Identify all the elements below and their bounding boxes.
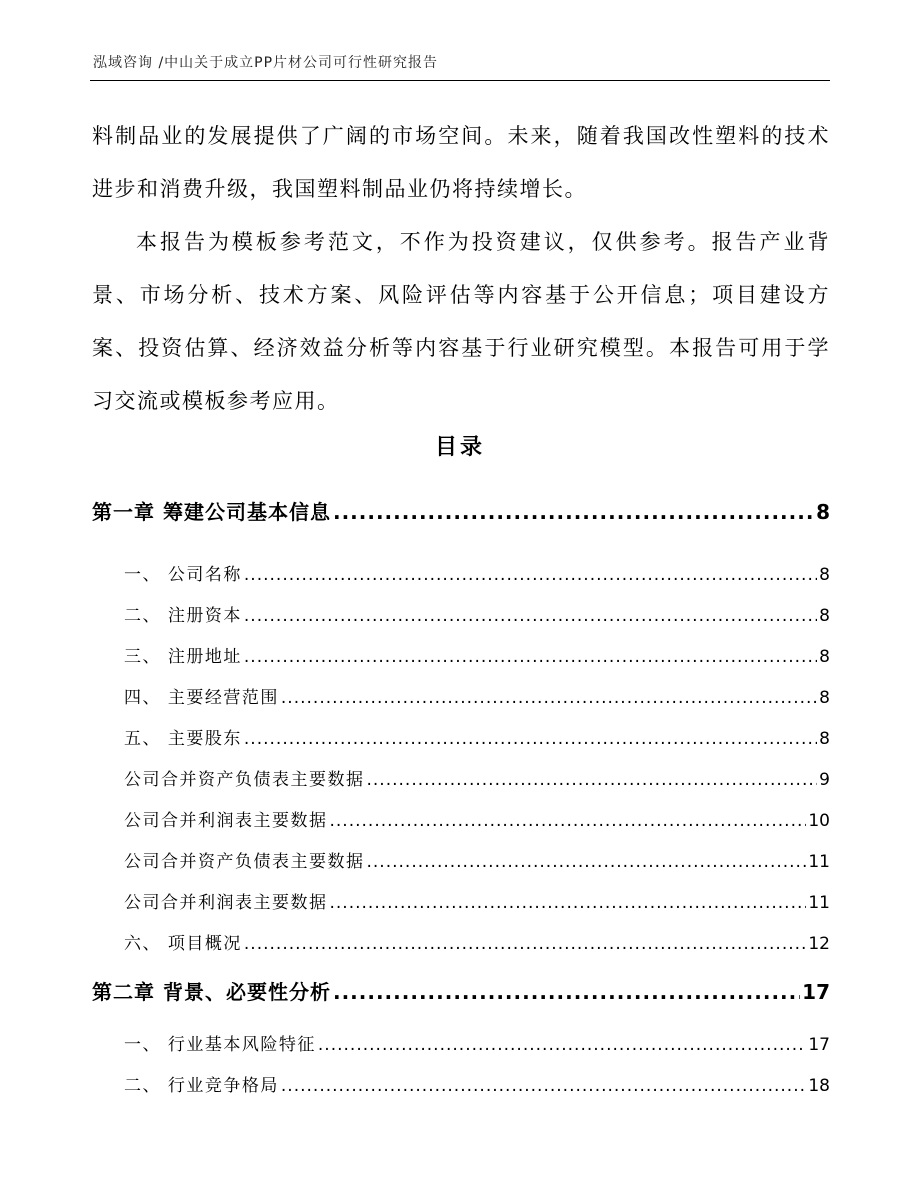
toc-page-number: 8 <box>819 729 830 749</box>
toc-entry-label: 一、 行业基本风险特征 <box>124 1035 316 1055</box>
toc-entry[interactable] <box>124 1071 830 1096</box>
toc-entry-label: 一、 公司名称 <box>124 565 242 585</box>
toc-dot-leader <box>333 980 800 1004</box>
toc-page-number: 9 <box>819 770 830 790</box>
toc-dot-leader <box>244 565 817 585</box>
toc-dot-leader <box>330 811 807 831</box>
toc-entry-label: 五、 主要股东 <box>124 729 242 749</box>
toc-dot-leader <box>367 770 818 790</box>
toc-entry[interactable] <box>124 642 830 667</box>
toc-dot-leader <box>244 647 817 667</box>
toc-page-number: 8 <box>819 647 830 667</box>
toc-dot-leader <box>281 688 817 708</box>
toc-page-number: 8 <box>816 500 830 524</box>
toc-entry-label: 六、 项目概况 <box>124 934 242 954</box>
toc-entry-label: 公司合并资产负债表主要数据 <box>124 852 365 872</box>
toc-page-number: 17 <box>802 980 830 1004</box>
body-paragraph-2: 本报告为模板参考范文，不作为投资建议，仅供参考。报告产业背景、市场分析、技术方案、风险评估等内容基于公开信息；项目建设方案、投资估算、经济效益分析等内容基于行业研究模型。本报告可用于学习交流或模板参考应用。 <box>92 230 830 413</box>
toc-chapter-1[interactable] <box>92 496 830 525</box>
toc-dot-leader <box>244 729 817 749</box>
toc-page-number: 11 <box>808 893 830 913</box>
toc-dot-leader <box>330 893 807 913</box>
body-paragraph-1: 料制品业的发展提供了广阔的市场空间。未来，随着我国改性塑料的技术进步和消费升级，我国塑料制品业仍将持续增长。 <box>92 124 830 201</box>
toc-entry-label: 公司合并资产负债表主要数据 <box>124 770 365 790</box>
toc-entry[interactable] <box>124 888 830 913</box>
toc-entry[interactable] <box>124 560 830 585</box>
toc-page-number: 8 <box>819 688 830 708</box>
toc-dot-leader <box>281 1076 806 1096</box>
toc-entry-label: 二、 注册资本 <box>124 606 242 626</box>
toc-page-number: 12 <box>808 934 830 954</box>
toc-entry-label: 公司合并利润表主要数据 <box>124 811 328 831</box>
toc-page-number: 10 <box>808 811 830 831</box>
toc-entry-label: 二、 行业竞争格局 <box>124 1076 279 1096</box>
toc-entry-label: 公司合并利润表主要数据 <box>124 893 328 913</box>
toc-entry[interactable] <box>124 765 830 790</box>
toc-entry[interactable] <box>124 724 830 749</box>
toc-entry[interactable] <box>124 683 830 708</box>
toc-page-number: 11 <box>808 852 830 872</box>
toc-entry[interactable] <box>124 1030 830 1055</box>
toc-entry[interactable] <box>124 847 830 872</box>
toc-title: 目录 <box>434 435 485 460</box>
toc-entry-label: 四、 主要经营范围 <box>124 688 279 708</box>
toc-entry[interactable] <box>124 929 830 954</box>
toc-dot-leader <box>333 500 814 524</box>
toc-dot-leader <box>244 606 817 626</box>
header-divider <box>90 80 830 81</box>
toc-dot-leader <box>318 1035 806 1055</box>
toc-page-number: 8 <box>819 606 830 626</box>
toc-entry-label: 第二章 背景、必要性分析 <box>92 980 331 1004</box>
toc-chapter-2[interactable] <box>92 976 830 1005</box>
toc-dot-leader <box>367 852 807 872</box>
toc-entry-label: 三、 注册地址 <box>124 647 242 667</box>
toc-entry[interactable] <box>124 806 830 831</box>
running-header: 泓域咨询 /中山关于成立PP片材公司可行性研究报告 <box>93 55 439 71</box>
toc-page-number: 17 <box>808 1035 830 1055</box>
toc-entry[interactable] <box>124 601 830 626</box>
toc-dot-leader <box>244 934 806 954</box>
toc-page-number: 18 <box>808 1076 830 1096</box>
toc-page-number: 8 <box>819 565 830 585</box>
toc-entry-label: 第一章 筹建公司基本信息 <box>92 500 331 524</box>
